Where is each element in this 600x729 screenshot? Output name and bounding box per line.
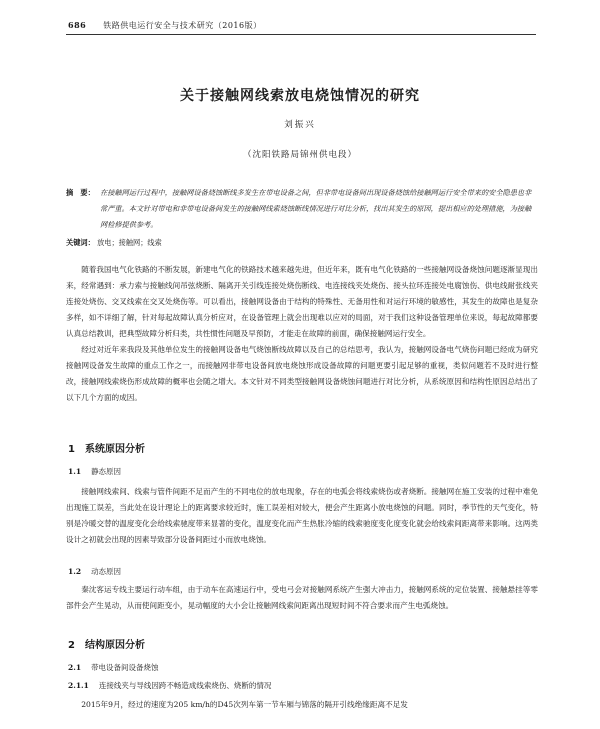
section-1-1-heading [68, 466, 121, 477]
abstract-text: 在接触网运行过程中，接触网设备烧蚀断线多发生在带电设备之间，但非带电设备间出现设备烧蚀给接触网运行安全带来的安全隐患也非常严重。本文针对带电和非带电设备间发生的接触网线索烧蚀断线情况进行对比分析，找出其发生的原因，提出相应的处理措施，为接触网检修提供参考。 [100, 188, 532, 229]
introduction [66, 262, 538, 406]
author-affiliation: （沈阳铁路局锦州供电段） [242, 150, 357, 160]
section-2-1-1-number: 2.1.1 [68, 681, 89, 690]
journal-name: 铁路供电运行安全与技术研究（2016版） [103, 21, 262, 30]
running-header [68, 20, 262, 31]
section-2-1-number: 2.1 [68, 663, 82, 672]
abstract-label: 摘 要： [66, 188, 95, 197]
section-1-2-number: 1.2 [68, 567, 82, 576]
section-2-1-1-heading [68, 680, 271, 691]
section-1-2-title: 动态原因 [91, 567, 122, 576]
paper-title: 关于接触网线索放电烧蚀情况的研究 [180, 88, 420, 104]
section-1-1-title: 静态原因 [91, 467, 122, 476]
page-number: 686 [68, 20, 87, 30]
section-1-number: 1 [68, 444, 75, 455]
keywords [66, 238, 162, 248]
section-1-title: 系统原因分析 [84, 444, 145, 455]
intro-paragraph-2: 经过对近年来我段及其他单位发生的接触网设备电气烧蚀断线故障以及自己的总结思考，我认为，接触网设备电气烧伤问题已经成为研究接触网设备发生故障的重点工作之一，而接触网非带电设备间放电烧蚀形成设备故障的问题更要引起足够的重视，类似问题若不及时进行整改，接触网线索烧伤形成故障的概率也会随之增大。本文针对不同类型接触网设备烧蚀问题进行对比分析，从系统原因和结构性原因总结出了以下几个方面的成因。 [66, 345, 538, 402]
author-name: 刘振兴 [284, 120, 316, 130]
keywords-label: 关键词： [66, 238, 95, 247]
section-2-number: 2 [68, 640, 75, 651]
section-1-1-number: 1.1 [68, 467, 82, 476]
section-2-1-heading [68, 662, 159, 673]
keywords-text: 放电；接触网；线索 [97, 238, 162, 247]
intro-paragraph-1: 随着我国电气化铁路的不断发展，新建电气化的铁路技术越来越先进，但近年来，既有电气化铁路的一些接触网设备烧蚀问题逐渐显现出来，经常遇到：承力索与接触线间吊弦烧断、隔离开关引线连接处烧伤断线、电连接线夹处烧伤、接头拉环连接处电腐蚀伤、供电线耐张线夹连接处烧伤、交叉线索在交叉处烧伤等。可以看出，接触网设备由于结构的特殊性、无备用性和对运行环境的敏感性，其发生的故障也是复杂多样，如不详细了解，针对每起故障认真分析应对，在设备管理上就会出现难以应对的局面，对于我们这种设备管理单位来说，每起故障都要认真总结教训，把典型故障分析归类，共性惯性问题及早预防，才能走在故障的前面，确保接触网运行安全。 [66, 265, 538, 338]
section-2-1-1-body [66, 697, 538, 715]
section-2-1-1-title: 连接线夹与导线因跨不畅造成线索烧伤、烧断的情况 [98, 681, 272, 690]
section-2-1-1-text: 2015年9月，经过的速度为205 km/h的D45次列车第一节车厢与锦落的隔开引线绝缘距离不足发 [81, 700, 408, 709]
abstract [66, 185, 538, 233]
section-2-title: 结构原因分析 [84, 640, 145, 651]
section-1-2-heading [68, 566, 121, 577]
section-1-1-text: 接触网线索间、线索与管件间距不足而产生的不同电位的放电现象，存在的电弧会将线索烧伤或者烧断。接触网在施工安装的过程中难免出现施工误差，当此处在设计理论上的距离要求较近时，施工误差相对较大，便会产生距离小放电烧蚀的问题。同时，季节性的天气变化，特别是冷暖交替的温度变化会给线索驰度带来显著的变化，温度变化而产生热胀冷缩的线索驰度变化度变化就会给线索间距离带来影响。这两类设计之初就会出现的因素导致部分设备间距过小而放电烧蚀。 [66, 487, 538, 544]
section-1-1-body [66, 484, 538, 548]
header-rule [66, 34, 536, 35]
section-1-heading [68, 440, 145, 455]
section-1-2-text: 秦沈客运专线主要运行动车组，由于动车在高速运行中，受电弓会对接触网系统产生强大冲击力，接触网系统的定位装置、接触悬挂等零部件会产生晃动，从而使间距变小，晃动幅度的大小会让接触网线索间距离出现短时间不符合要求而产生电弧烧蚀。 [66, 585, 538, 610]
section-2-heading [68, 636, 145, 651]
section-2-1-title: 带电设备间设备烧蚀 [91, 663, 159, 672]
section-1-2-body [66, 582, 538, 614]
